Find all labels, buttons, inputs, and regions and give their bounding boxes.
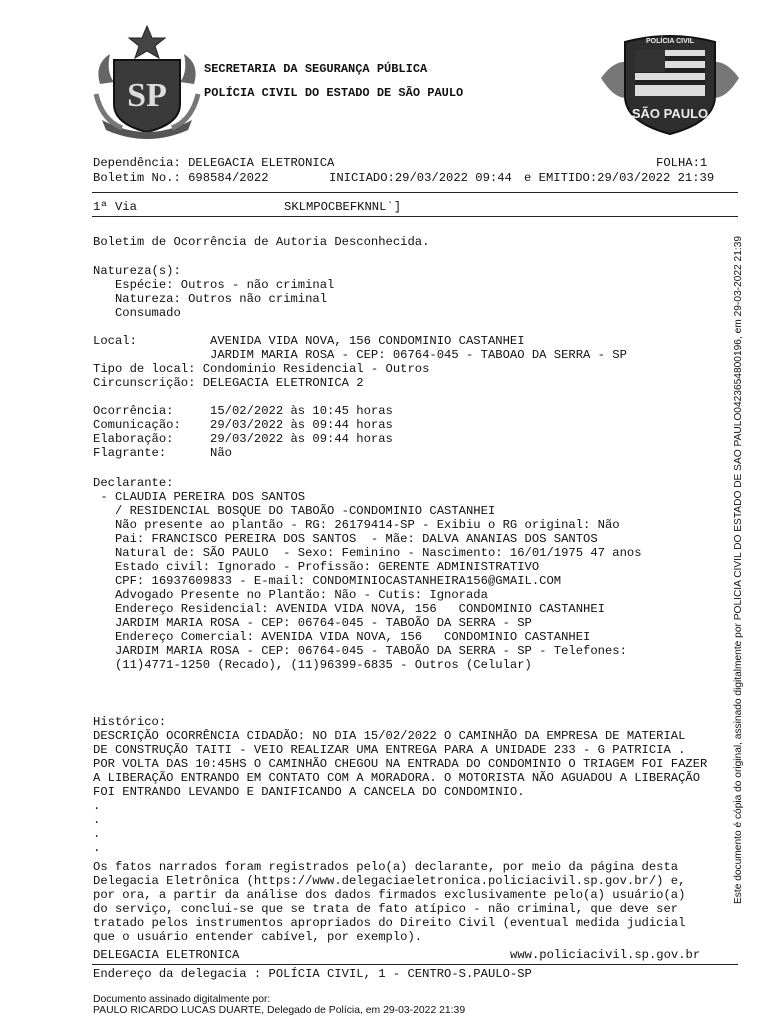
- data-line: Ocorrência: 15/02/2022 às 10:45 horas: [93, 404, 393, 418]
- via-label: 1ª Via: [93, 200, 137, 214]
- declarante-line: Endereço Residencial: AVENIDA VIDA NOVA, 156 CONDOMINIO CASTANHEI: [93, 602, 605, 616]
- natureza-line: Natureza: Outros não criminal: [93, 292, 328, 306]
- local-line: Tipo de local: Condominio Residencial - Outros: [93, 362, 430, 376]
- fatos-line: Delegacia Eletrônica (https://www.delegaciaeletronica.policiacivil.sp.gov.br/) e,: [93, 874, 686, 888]
- fatos-line: Os fatos narrados foram registrados pelo(a) declarante, por meio da página desta: [93, 860, 679, 874]
- historico-line: .: [93, 813, 101, 827]
- historico-line: .: [93, 827, 101, 841]
- local-line: Circunscrição: DELEGACIA ELETRONICA 2: [93, 376, 364, 390]
- declarante-line: CPF: 16937609833 - E-mail: CONDOMINIOCASTANHEIRA156@GMAIL.COM: [93, 574, 562, 588]
- emitido-datetime: e EMITIDO:29/03/2022 21:39: [524, 171, 715, 185]
- local-line: JARDIM MARIA ROSA - CEP: 06764-045 - TABOAO DA SERRA - SP: [93, 348, 627, 362]
- natureza-line: Espécie: Outros - não criminal: [93, 278, 335, 292]
- boletim-number: Boletim No.: 698584/2022: [93, 171, 269, 185]
- declarante-line: JARDIM MARIA ROSA - CEP: 06764-045 - TABOÃO DA SERRA - SP - Telefones:: [93, 644, 627, 658]
- declarante-line: JARDIM MARIA ROSA - CEP: 06764-045 - TABOÃO DA SERRA - SP: [93, 616, 532, 630]
- header-secretaria: SECRETARIA DA SEGURANÇA PÚBLICA: [204, 62, 428, 76]
- fatos-line: que o usuário entender cabível, por exemplo).: [93, 930, 423, 944]
- policia-civil-badge-logo: [597, 26, 743, 138]
- datas-section: [93, 404, 393, 460]
- historico-line: POR VOLTA DAS 10:45HS O CAMINHÃO CHEGOU NA ENTRADA DO CONDOMINIO O TRIAGEM FOI FAZER: [93, 757, 708, 771]
- signature-name: PAULO RICARDO LUCAS DUARTE, Delegado de Polícia, em 29-03-2022 21:39: [93, 1005, 466, 1016]
- declarante-line: (11)4771-1250 (Recado), (11)96399-6835 - Outros (Celular): [93, 658, 532, 672]
- historico-line: Histórico:: [93, 715, 167, 729]
- side-authenticity-note: Este documento é cópia do original, assinado digitalmente por POLICIA CIVIL DO ESTADO DE SAO PAULO0423654800196, em 29-03-2022 21:39: [733, 235, 744, 904]
- sp-coat-of-arms-logo: [92, 24, 202, 142]
- dependencia-line: Dependência: DELEGACIA ELETRONICA: [93, 156, 335, 170]
- fatos-line: do serviço, conclui-se que se trata de fato atípico - não criminal, que deve ser: [93, 902, 679, 916]
- declarante-line: Estado civil: Ignorado - Profissão: GERENTE ADMINISTRATIVO: [93, 560, 540, 574]
- natureza-line: Natureza(s):: [93, 264, 181, 278]
- declarante-line: / RESIDENCIAL BOSQUE DO TABOÃO -CONDOMINIO CASTANHEI: [93, 504, 496, 518]
- historico-line: DE CONSTRUÇÃO TAITI - VEIO REALIZAR UMA ENTREGA PARA A UNIDADE 233 - G PATRICIA .: [93, 743, 686, 757]
- footer-divider: [92, 964, 738, 965]
- svg-text:SP: SP: [127, 77, 167, 114]
- signature-label: Documento assinado digitalmente por:: [93, 994, 271, 1005]
- footer-endereco: Endereço da delegacia : POLÍCIA CIVIL, 1 - CENTRO-S.PAULO-SP: [93, 967, 532, 981]
- declarante-line: Não presente ao plantão - RG: 26179414-SP - Exibiu o RG original: Não: [93, 518, 620, 532]
- historico-line: .: [93, 841, 101, 855]
- local-section: [93, 334, 627, 390]
- fatos-line: tratado pelos instrumentos apropriados do Direito Civil (eventual medida judicial: [93, 916, 686, 930]
- declarante-line: Declarante:: [93, 476, 174, 490]
- iniciado-datetime: INICIADO:29/03/2022 09:44: [329, 171, 512, 185]
- declarante-line: - CLAUDIA PEREIRA DOS SANTOS: [93, 490, 306, 504]
- header-policia-civil: POLÍCIA CIVIL DO ESTADO DE SÃO PAULO: [204, 86, 464, 100]
- document-code: SKLMPOCBEFKNNL`]: [284, 200, 402, 214]
- svg-text:SÃO PAULO: SÃO PAULO: [631, 106, 709, 121]
- folha-label: FOLHA:1: [656, 156, 708, 170]
- declarante-line: Pai: FRANCISCO PEREIRA DOS SANTOS - Mãe: DALVA ANANIAS DOS SANTOS: [93, 532, 598, 546]
- natureza-line: Consumado: [93, 306, 181, 320]
- tipo-boletim: Boletim de Ocorrência de Autoria Desconhecida.: [93, 235, 430, 249]
- historico-line: DESCRIÇÃO OCORRÊNCIA CIDADÃO: NO DIA 15/02/2022 O CAMINHÃO DA EMPRESA DE MATERIAL: [93, 729, 686, 743]
- historico-section: [93, 715, 707, 855]
- fatos-line: por ora, a partir da análise dos dados firmados exclusivamente pelo(a) usuário(a): [93, 888, 686, 902]
- fatos-section: [93, 860, 685, 944]
- historico-line: FOI ENTRANDO LEVANDO E DANIFICANDO A CANCELA DO CONDOMINIO.: [93, 785, 525, 799]
- historico-line: .: [93, 799, 101, 813]
- data-line: Flagrante: Não: [93, 446, 232, 460]
- footer-site-link[interactable]: www.policiacivil.sp.gov.br: [510, 948, 701, 962]
- declarante-line: Natural de: SÃO PAULO - Sexo: Feminino - Nascimento: 16/01/1975 47 anos: [93, 546, 642, 560]
- data-line: Comunicação: 29/03/2022 às 09:44 horas: [93, 418, 393, 432]
- local-line: Local: AVENIDA VIDA NOVA, 156 CONDOMINIO CASTANHEI: [93, 334, 525, 348]
- data-line: Elaboração: 29/03/2022 às 09:44 horas: [93, 432, 393, 446]
- historico-line: A LIBERAÇÃO ENTRANDO EM CONTATO COM A MORADORA. O MOTORISTA NÃO AGUADOU A LIBERAÇÃO: [93, 771, 701, 785]
- via-divider: [92, 216, 738, 217]
- header-divider: [92, 192, 738, 193]
- svg-text:POLÍCIA CIVIL: POLÍCIA CIVIL: [646, 38, 694, 45]
- natureza-section: [93, 264, 334, 320]
- declarante-section: [93, 476, 642, 672]
- footer-delegacia: DELEGACIA ELETRONICA: [93, 948, 240, 962]
- declarante-line: Endereço Comercial: AVENIDA VIDA NOVA, 156 CONDOMINIO CASTANHEI: [93, 630, 591, 644]
- declarante-line: Advogado Presente no Plantão: Não - Cutis: Ignorada: [93, 588, 488, 602]
